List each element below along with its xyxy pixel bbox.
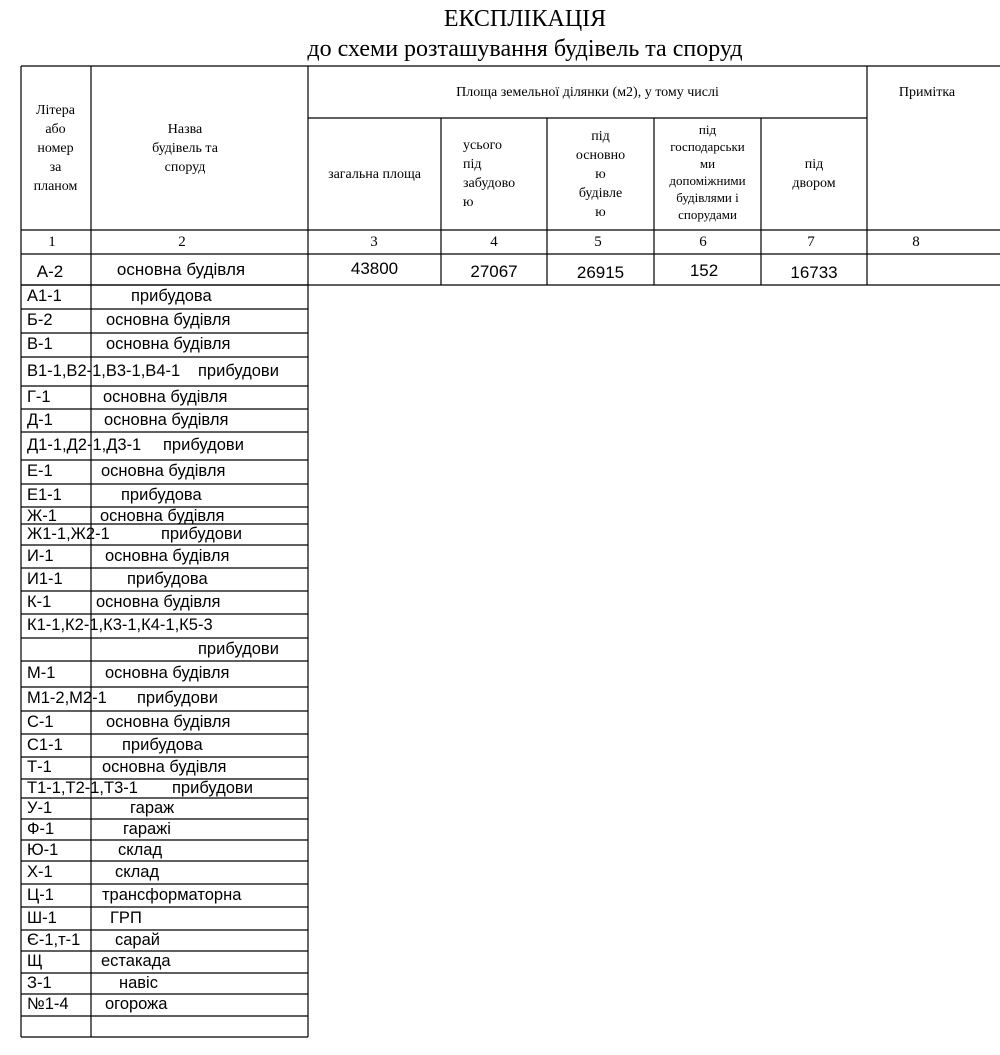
row-name: склад xyxy=(118,840,163,859)
row-name: прибудови xyxy=(163,436,244,454)
row-name: прибудови xyxy=(172,779,253,797)
row-name: основна будівля xyxy=(106,335,231,353)
first-row-total: 43800 xyxy=(350,259,399,278)
table-row xyxy=(21,819,308,840)
table-row xyxy=(21,568,308,591)
row-name: склад xyxy=(115,862,160,881)
table-row xyxy=(21,524,308,545)
row-litera: Ж1-1,Ж2-1 xyxy=(27,524,110,543)
row-litera: Б-2 xyxy=(27,311,53,329)
row-litera: Г-1 xyxy=(27,387,51,406)
row-litera: С1-1 xyxy=(27,735,63,754)
row-name: основна будівля xyxy=(106,712,231,731)
row-name: прибудови xyxy=(198,639,279,658)
row-litera: Ж-1 xyxy=(27,507,57,525)
row-litera: Ф-1 xyxy=(27,819,55,838)
row-name: основна будівля xyxy=(102,758,227,776)
row-litera: М-1 xyxy=(27,664,56,682)
row-litera: Д1-1,Д2-1,Д3-1 xyxy=(27,436,142,454)
row-name: основна будівля xyxy=(106,311,231,329)
header-main-building: під основно ю будівле ю xyxy=(575,128,626,220)
document-title: ЕКСПЛІКАЦІЯ xyxy=(443,6,607,32)
row-name: прибудова xyxy=(131,287,212,305)
row-litera: К-1 xyxy=(27,592,52,611)
row-name: прибудови xyxy=(137,689,218,707)
column-number-4: 4 xyxy=(490,233,498,250)
row-name: ГРП xyxy=(110,908,142,927)
row-litera: И1-1 xyxy=(27,569,63,588)
row-name: естакада xyxy=(101,952,171,970)
table-row xyxy=(21,907,308,930)
row-name: прибудова xyxy=(121,485,202,504)
row-name: гаражі xyxy=(123,819,171,838)
table-row xyxy=(21,930,308,951)
row-litera: И-1 xyxy=(27,546,54,565)
row-litera: С-1 xyxy=(27,712,54,731)
header-name: Назва будівель та споруд xyxy=(152,121,218,175)
column-number-7: 7 xyxy=(807,233,815,250)
table-row xyxy=(21,591,308,614)
row-litera: У-1 xyxy=(27,798,53,817)
row-litera: Щ xyxy=(27,952,43,970)
row-name: основна будівля xyxy=(96,592,221,611)
row-name: прибудови xyxy=(161,524,242,543)
row-litera: Т-1 xyxy=(27,758,52,776)
first-row-built: 27067 xyxy=(470,262,518,281)
row-litera: Т1-1,Т2-1,Т3-1 xyxy=(27,779,138,797)
table-row xyxy=(21,614,308,638)
row-litera: М1-2,М2-1 xyxy=(27,689,107,707)
row-litera: №1-4 xyxy=(27,995,69,1013)
table-row xyxy=(21,994,308,1016)
row-name: сарай xyxy=(115,930,160,949)
table-row xyxy=(21,951,308,973)
row-litera: Е1-1 xyxy=(27,485,62,504)
first-row-main: 26915 xyxy=(576,263,625,282)
row-litera: В1-1,В2-1,В3-1,В4-1 xyxy=(27,361,181,380)
row-litera: Е-1 xyxy=(27,462,53,480)
row-name: огорожа xyxy=(105,995,168,1013)
row-name: основна будівля xyxy=(105,546,230,565)
column-number-2: 2 xyxy=(178,233,186,250)
table-row xyxy=(21,973,308,994)
table-row xyxy=(21,507,308,524)
table-row xyxy=(21,484,308,507)
row-litera: Ц-1 xyxy=(27,885,54,904)
table-row xyxy=(21,409,308,432)
row-litera: Х-1 xyxy=(27,862,53,881)
row-name: трансформаторна xyxy=(102,885,242,904)
table-row xyxy=(21,357,308,386)
header-area-group: Площа земельної ділянки (м2), у тому числі xyxy=(456,84,719,100)
header-built-up: усього під забудово ю xyxy=(463,138,516,210)
row-name: основна будівля xyxy=(101,462,226,480)
row-name: основна будівля xyxy=(104,410,229,429)
row-litera: А1-1 xyxy=(27,287,62,305)
table-row xyxy=(21,460,308,484)
row-name: основна будівля xyxy=(100,507,225,525)
table-row xyxy=(21,687,308,711)
row-litera: Є-1,т-1 xyxy=(27,930,81,949)
row-name: навіс xyxy=(119,973,158,992)
header-auxiliary: під господарськи ми допоміжними будівлями і спорудами xyxy=(669,122,746,222)
header-total-area: загальна площа xyxy=(328,166,421,182)
row-name: основна будівля xyxy=(103,387,228,406)
row-name: основна будівля xyxy=(105,664,230,682)
first-row-litera: А-2 xyxy=(36,262,64,281)
row-litera: Ш-1 xyxy=(27,908,57,927)
table-row xyxy=(21,840,308,861)
table-row xyxy=(21,757,308,779)
header-litera: Літера або номер за планом xyxy=(33,102,78,194)
header-note: Примітка xyxy=(898,84,956,100)
row-name: прибудови xyxy=(198,361,279,380)
column-number-3: 3 xyxy=(370,233,378,250)
row-litera: З-1 xyxy=(27,973,52,992)
table-row xyxy=(21,884,308,907)
table-row xyxy=(21,432,308,460)
column-number-6: 6 xyxy=(699,233,707,250)
table-row xyxy=(21,734,308,757)
first-row-name: основна будівля xyxy=(116,260,246,279)
column-number-1: 1 xyxy=(48,233,56,250)
table-row xyxy=(21,638,308,661)
table-row xyxy=(21,285,308,309)
column-number-5: 5 xyxy=(594,233,602,250)
row-name: прибудова xyxy=(122,735,203,754)
row-litera: Д-1 xyxy=(27,410,53,429)
row-name: гараж xyxy=(130,798,175,817)
table-row xyxy=(21,661,308,687)
first-row-aux: 152 xyxy=(689,261,719,280)
row-litera: К1-1,К2-1,К3-1,К4-1,К5-3 xyxy=(27,616,213,634)
row-litera: В-1 xyxy=(27,335,53,353)
row-name: прибудова xyxy=(127,569,208,588)
row-litera: Ю-1 xyxy=(27,840,59,859)
table-row xyxy=(21,779,308,798)
table-row xyxy=(21,386,308,409)
table-row xyxy=(21,333,308,357)
column-number-8: 8 xyxy=(912,233,920,250)
table-row xyxy=(21,309,308,333)
document-subtitle: до схеми розташування будівель та споруд xyxy=(307,36,743,62)
table-row xyxy=(21,798,308,819)
table-row xyxy=(21,711,308,734)
table-row xyxy=(21,861,308,884)
table-row xyxy=(21,1016,308,1037)
header-yard: під двором xyxy=(792,157,836,191)
first-row-note xyxy=(867,259,973,285)
first-row-yard: 16733 xyxy=(790,263,838,282)
table-row xyxy=(21,545,308,568)
